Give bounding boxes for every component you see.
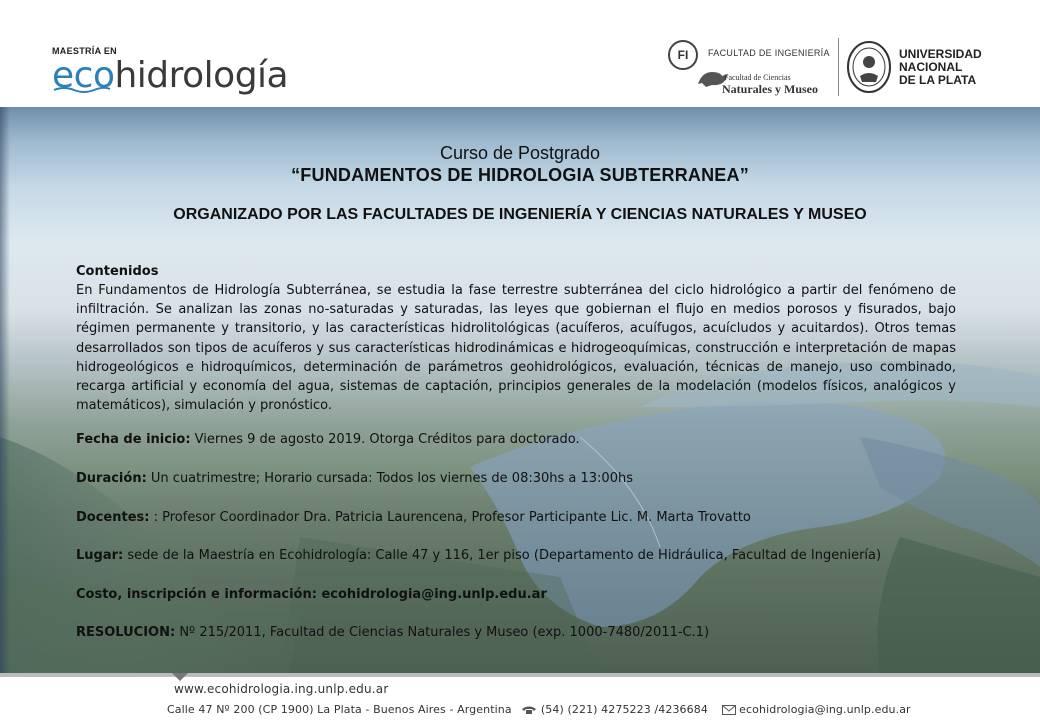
- course-name-title: “FUNDAMENTOS DE HIDROLOGIA SUBTERRANEA”: [291, 165, 749, 185]
- email-link[interactable]: ecohidrologia@ing.unlp.edu.ar: [739, 703, 911, 716]
- address-text: Calle 47 Nº 200 (CP 1900) La Plata - Buenos Aires - Argentina: [167, 703, 512, 716]
- facultad-naturales-line2: Naturales y Museo: [722, 82, 818, 96]
- logo-hidro-text: hidrología: [114, 55, 289, 96]
- duracion-value: Un cuatrimestre; Horario cursada: Todos los viernes de 08:30hs a 13:00hs: [146, 471, 633, 486]
- contenidos-text: En Fundamentos de Hidrología Subterránea, se estudia la fase terrestre subterránea del ciclo hidrológico a partir del fenómeno de infiltración. Se analizan las zonas no-saturadas y saturadas, las leyes que gobiernan el flujo en medios porosos y fisurados, bajo régimen permanente y transitorio, y las características hidrolitológicas (acuíferos, acuífugos, acuícludos y acuitardos). Otros temas desarrollados son tipos de acuíferos y sus características hidrodinámicas e hidrogeoquímicas, construcción e interpretación de mapas hidrogeológicos e hidroquímicos, determinación de parámetros geohidrológicos, evaluación, técnicas de manejo, uso combinado, recarga artificial y economía del agua, sistemas de captación, principios generales de la modelación (modelos físicos, analógicos y matemáticos), simulación y pronóstico.: [76, 283, 956, 414]
- duracion-row: [76, 471, 976, 486]
- facultad-ingenieria-label: FACULTAD DE INGENIERÍA: [708, 48, 830, 58]
- footer-divider: [0, 673, 1040, 677]
- contact-line: [167, 703, 911, 716]
- fecha-value: Viernes 9 de agosto 2019. Otorga Créditos para doctorado.: [190, 432, 580, 447]
- fecha-row: [76, 432, 976, 447]
- lugar-row: [76, 548, 976, 563]
- unlp-seal-icon: [846, 40, 892, 94]
- ecohidrologia-logo: [52, 46, 288, 94]
- envelope-icon: [722, 705, 736, 715]
- course-type-title: Curso de Postgrado: [439, 143, 601, 163]
- docentes-value: : Profesor Coordinador Dra. Patricia Laurencena, Profesor Participante Lic. M. Marta Trovatto: [149, 510, 751, 525]
- contenidos-section: [76, 262, 956, 415]
- header-divider: [838, 38, 839, 96]
- lugar-label: Lugar:: [76, 548, 124, 563]
- unlp-line1: UNIVERSIDAD: [899, 47, 982, 61]
- contenidos-heading: Contenidos: [76, 264, 159, 279]
- logo-eco-text: eco: [52, 55, 115, 96]
- faculty-logos: [668, 38, 838, 98]
- unlp-line2: NACIONAL: [899, 60, 963, 74]
- resolucion-label: RESOLUCION:: [76, 625, 176, 640]
- organizer-title: ORGANIZADO POR LAS FACULTADES DE INGENIERÍA Y CIENCIAS NATURALES Y MUSEO: [173, 206, 867, 223]
- phone-text: (54) (221) 4275223 /4236684: [540, 703, 708, 716]
- logo-wave-icon: [52, 86, 112, 94]
- page-header: [0, 0, 1040, 107]
- logo-subtitle: MAESTRÍA EN: [52, 46, 117, 56]
- resolucion-row: [76, 625, 976, 640]
- lugar-value: sede de la Maestría en Ecohidrología: Calle 47 y 116, 1er piso (Departamento de Hidráulica, Facultad de Ingeniería): [123, 548, 882, 563]
- photo-left-shadow: [0, 107, 10, 673]
- website-link[interactable]: www.ecohidrologia.ing.unlp.edu.ar: [174, 682, 389, 696]
- unlp-name: [899, 48, 982, 87]
- arrow-down-icon: [172, 673, 188, 681]
- docentes-label: Docentes:: [76, 510, 150, 525]
- phone-icon: [521, 705, 537, 715]
- duracion-label: Duración:: [76, 471, 147, 486]
- fi-badge-icon: FI: [668, 40, 698, 70]
- resolucion-value: Nº 215/2011, Facultad de Ciencias Naturales y Museo (exp. 1000-7480/2011-C.1): [175, 625, 710, 640]
- costo-label: Costo, inscripción e información: ecohidrologia@ing.unlp.edu.ar: [76, 587, 547, 602]
- facultad-naturales-line1: Facultad de Ciencias: [724, 73, 791, 82]
- unlp-line3: DE LA PLATA: [899, 73, 977, 87]
- fecha-label: Fecha de inicio:: [76, 432, 191, 447]
- docentes-row: [76, 510, 976, 525]
- costo-row: [76, 587, 976, 602]
